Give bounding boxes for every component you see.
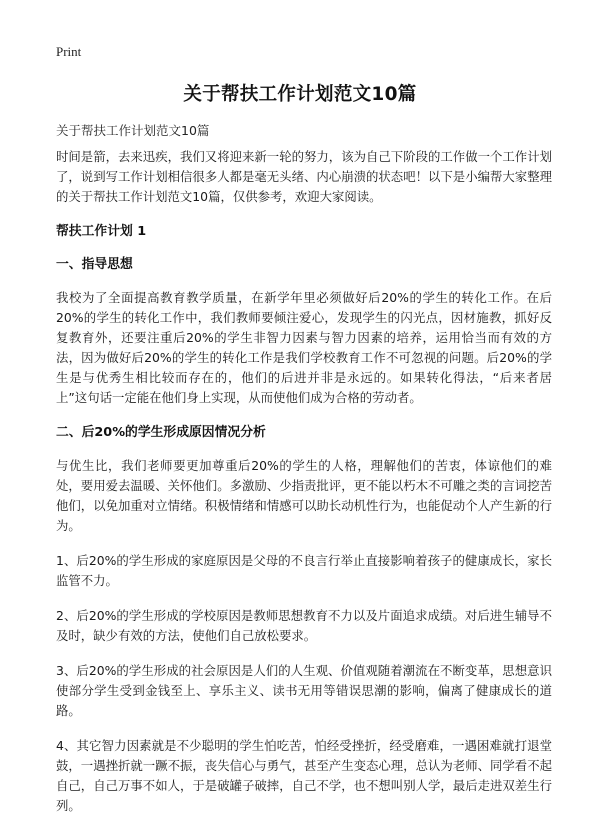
- page-title: 关于帮扶工作计划范文10篇: [183, 84, 417, 105]
- page-subtitle: 关于帮扶工作计划范文10篇: [56, 123, 210, 138]
- intro-paragraph: 时间是箭，去来迅疾，我们又将迎来新一轮的努力，该为自己下阶段的工作做一个工作计划了，说到写工作计划相信很多人都是毫无头绪、内心崩溃的状态吧！以下是小编帮大家整理的关于帮扶工作计划范文10篇，仅供参考，欢迎大家阅读。: [56, 149, 552, 204]
- article-body: [56, 147, 552, 831]
- section2-heading: 二、后20%的学生形成原因情况分析: [56, 425, 266, 440]
- list-item: 1、后20%的学生形成的家庭原因是父母的不良言行举止直接影响着孩子的健康成长，家长监管不力。: [56, 553, 552, 588]
- list-item: 3、后20%的学生形成的社会原因是人们的人生观、价值观随着潮流在不断变革，思想意识使部分学生受到金钱至上、享乐主义、读书无用等错误思潮的影响，偏离了健康成长的道路。: [56, 663, 552, 718]
- print-link[interactable]: Print: [56, 44, 82, 59]
- section2-paragraph: 与优生比，我们老师要更加尊重后20%的学生的人格，理解他们的苦衷，体谅他们的难处，要用爱去温暖、关怀他们。多激励、少指责批评，更不能以朽木不可雕之类的言词挖苦他们，以免加重对立情绪。积极情绪和情感可以助长动机性行为，也能促动个人产生新的行为。: [56, 458, 552, 533]
- section1-heading: 一、指导思想: [56, 257, 133, 272]
- list-item: 4、其它智力因素就是不少聪明的学生怕吃苦，怕经受挫折，经受磨难，一遇困难就打退堂鼓，一遇挫折就一蹶不振，丧失信心与勇气，甚至产生变态心理，总认为老师、同学看不起自己，自己万事不如人，于是破罐子破摔，自己不学，也不想叫别人学，最后走进双差生行列。: [56, 738, 552, 813]
- plan-heading: 帮扶工作计划 1: [56, 224, 147, 239]
- section1-paragraph: 我校为了全面提高教育教学质量，在新学年里必须做好后20%的学生的转化工作。在后20%的学生的转化工作中，我们教师要倾注爱心，发现学生的闪光点，因材施教，抓好反复教育外，还要注重后20%的学生非智力因素与智力因素的培养，运用恰当而有效的方法，因为做好后20%的学生的转化工作是我们学校教育工作不可忽视的问题。后20%的学生是与优秀生相比较而存在的，他们的后进并非是永远的。如果转化得法，“后来者居上”这句话一定能在他们身上实现，从而使他们成为合格的劳动者。: [56, 290, 552, 405]
- list-item: 2、后20%的学生形成的学校原因是教师思想教育不力以及片面追求成绩。对后进生辅导不及时，缺少有效的方法，使他们自己放松要求。: [56, 608, 552, 643]
